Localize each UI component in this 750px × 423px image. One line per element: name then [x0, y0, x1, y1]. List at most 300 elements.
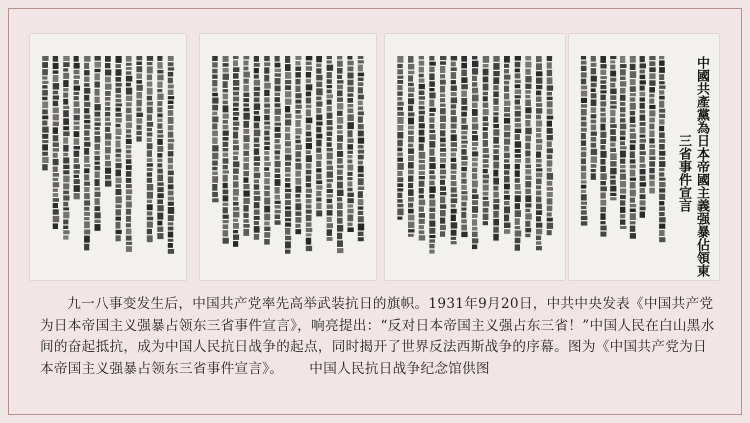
glyph-mark [74, 96, 79, 100]
glyph-mark [581, 133, 586, 139]
glyph-mark [147, 172, 152, 176]
glyph-mark [440, 210, 446, 216]
glyph-mark [126, 159, 131, 164]
glyph-mark [254, 130, 260, 137]
glyph-mark [327, 189, 333, 193]
glyph-mark [649, 138, 654, 143]
glyph-mark [659, 230, 665, 236]
glyph-mark [157, 205, 163, 211]
glyph-mark [157, 182, 163, 186]
glyph-mark [295, 93, 301, 98]
glyph-mark [461, 141, 467, 144]
glyph-mark [42, 140, 48, 143]
glyph-mark [408, 203, 413, 208]
glyph-mark [275, 210, 281, 213]
glyph-mark [95, 220, 101, 223]
glyph-mark [649, 145, 655, 148]
glyph-mark [347, 56, 352, 60]
glyph-mark [295, 211, 301, 216]
glyph-mark [504, 153, 510, 158]
glyph-mark [581, 86, 587, 90]
glyph-mark [157, 123, 162, 129]
glyph-mark [243, 171, 249, 176]
glyph-mark [126, 135, 131, 138]
glyph-mark [536, 159, 542, 163]
glyph-mark [525, 107, 531, 113]
glyph-mark [419, 181, 425, 187]
glyph-mark [504, 184, 510, 190]
glyph-mark [243, 163, 249, 170]
glyph-mark [536, 210, 542, 215]
glyph-mark [440, 170, 446, 175]
glyph-mark [136, 136, 141, 141]
glyph-mark [306, 189, 312, 193]
glyph-mark [591, 132, 597, 136]
glyph-mark [440, 116, 446, 123]
glyph-mark [397, 177, 403, 182]
glyph-mark [223, 224, 229, 229]
glyph-mark [243, 177, 248, 182]
glyph-mark [223, 89, 229, 92]
glyph-mark [493, 85, 498, 90]
glyph-mark [116, 149, 122, 153]
glyph-mark [168, 197, 174, 201]
glyph-mark [233, 175, 238, 180]
glyph-mark [600, 166, 605, 172]
glyph-mark [547, 109, 553, 115]
glyph-mark [640, 176, 646, 181]
glyph-mark [515, 149, 521, 153]
glyph-mark [295, 186, 301, 193]
page-text-columns [200, 34, 376, 280]
glyph-mark [581, 185, 586, 189]
glyph-mark [347, 160, 352, 164]
glyph-mark [451, 97, 457, 103]
glyph-mark [600, 117, 606, 122]
glyph-mark [504, 69, 509, 73]
glyph-mark [451, 198, 458, 203]
glyph-mark [640, 122, 646, 126]
glyph-mark [347, 80, 353, 86]
glyph-mark [243, 93, 249, 97]
glyph-mark [659, 144, 665, 150]
glyph-mark [461, 63, 467, 69]
glyph-mark [515, 191, 522, 194]
glyph-mark [429, 113, 434, 116]
glyph-mark [105, 63, 110, 68]
glyph-mark [264, 198, 270, 205]
glyph-mark [630, 159, 636, 163]
glyph-mark [168, 139, 174, 142]
glyph-mark [53, 209, 59, 214]
glyph-mark [168, 101, 174, 105]
glyph-mark [264, 109, 270, 114]
glyph-mark [95, 224, 101, 231]
glyph-mark [157, 119, 162, 123]
glyph-mark [306, 215, 312, 221]
glyph-mark [472, 124, 478, 130]
glyph-mark [42, 127, 49, 133]
glyph-mark [105, 91, 111, 96]
glyph-mark [600, 108, 605, 112]
glyph-mark [451, 241, 457, 244]
glyph-mark [419, 67, 424, 73]
glyph-mark [429, 170, 434, 174]
glyph-mark [168, 158, 173, 164]
glyph-mark [285, 183, 290, 188]
glyph-mark [74, 101, 80, 107]
glyph-mark [63, 207, 69, 210]
glyph-mark [233, 241, 238, 247]
glyph-mark [74, 164, 80, 169]
page-text-columns [385, 34, 565, 280]
glyph-mark [504, 146, 509, 152]
glyph-mark [264, 178, 270, 184]
glyph-mark [285, 200, 291, 205]
glyph-mark [53, 56, 58, 62]
glyph-mark [461, 208, 466, 211]
glyph-mark [408, 189, 414, 196]
glyph-mark [451, 163, 457, 169]
glyph-mark [212, 198, 218, 202]
glyph-mark [74, 70, 80, 74]
glyph-mark [42, 157, 48, 163]
glyph-mark [84, 193, 90, 199]
glyph-mark [275, 139, 280, 143]
glyph-mark [285, 228, 290, 235]
glyph-mark [295, 56, 301, 60]
glyph-mark [461, 131, 467, 135]
glyph-mark [630, 93, 636, 96]
text-column [620, 56, 627, 229]
glyph-mark [408, 64, 414, 70]
glyph-mark [525, 56, 531, 61]
glyph-mark [243, 67, 248, 71]
glyph-mark [337, 176, 343, 180]
glyph-mark [429, 88, 434, 91]
glyph-mark [483, 201, 489, 207]
glyph-mark [630, 151, 635, 158]
glyph-mark [53, 142, 59, 147]
glyph-mark [254, 191, 260, 195]
glyph-mark [659, 212, 665, 216]
glyph-mark [408, 197, 414, 202]
glyph-mark [461, 136, 467, 140]
glyph-mark [306, 138, 312, 142]
glyph-mark [429, 250, 434, 254]
glyph-mark [285, 155, 291, 161]
glyph-mark [63, 183, 69, 189]
glyph-mark [264, 206, 270, 213]
text-column [42, 56, 49, 170]
glyph-mark [397, 183, 403, 187]
glyph-mark [358, 106, 363, 110]
glyph-mark [600, 159, 605, 165]
glyph-mark [147, 107, 153, 114]
glyph-mark [581, 109, 587, 116]
glyph-mark [254, 144, 260, 147]
glyph-mark [547, 56, 552, 61]
glyph-mark [525, 195, 531, 202]
text-column [451, 56, 458, 244]
glyph-mark [347, 98, 353, 103]
glyph-mark [116, 178, 122, 184]
glyph-mark [451, 175, 456, 180]
glyph-mark [157, 233, 163, 239]
glyph-mark [536, 115, 541, 120]
glyph-mark [316, 68, 321, 73]
glyph-mark [515, 73, 521, 78]
glyph-mark [233, 140, 239, 144]
glyph-mark [547, 116, 554, 120]
glyph-mark [295, 163, 301, 170]
text-column [147, 56, 153, 242]
glyph-mark [327, 72, 332, 78]
glyph-mark [212, 172, 218, 176]
glyph-mark [504, 176, 510, 183]
glyph-mark [243, 79, 248, 84]
glyph-mark [347, 67, 353, 72]
glyph-mark [63, 137, 68, 143]
glyph-mark [600, 181, 606, 185]
glyph-mark [254, 80, 260, 86]
glyph-mark [42, 164, 48, 170]
glyph-mark [95, 144, 101, 150]
glyph-mark [347, 93, 353, 96]
glyph-mark [233, 87, 239, 90]
glyph-mark [515, 69, 520, 73]
glyph-mark [275, 56, 280, 62]
glyph-mark [451, 158, 457, 162]
glyph-mark [337, 75, 342, 79]
glyph-mark [223, 68, 229, 73]
glyph-mark [358, 82, 364, 86]
text-column [358, 56, 364, 241]
glyph-mark [640, 212, 645, 218]
glyph-mark [254, 56, 259, 62]
glyph-mark [233, 73, 239, 79]
glyph-mark [547, 121, 552, 127]
glyph-mark [147, 150, 152, 157]
glyph-mark [168, 249, 174, 254]
glyph-mark [659, 74, 664, 80]
glyph-mark [95, 212, 101, 218]
glyph-mark [254, 234, 259, 240]
glyph-mark [429, 108, 436, 112]
glyph-mark [620, 88, 626, 94]
glyph-mark [630, 111, 635, 115]
glyph-mark [408, 183, 413, 188]
glyph-mark [483, 92, 488, 95]
glyph-mark [649, 73, 655, 79]
glyph-mark [429, 141, 435, 148]
glyph-mark [419, 213, 425, 218]
glyph-mark [63, 153, 68, 156]
glyph-mark [126, 129, 131, 133]
glyph-mark [212, 176, 218, 183]
glyph-mark [316, 203, 321, 209]
glyph-mark [147, 184, 153, 191]
glyph-mark [397, 153, 403, 157]
glyph-mark [116, 204, 122, 208]
glyph-mark [316, 140, 321, 147]
glyph-mark [337, 182, 343, 189]
glyph-mark [316, 127, 321, 133]
glyph-mark [451, 86, 457, 91]
glyph-mark [147, 217, 153, 221]
glyph-mark [429, 157, 435, 162]
glyph-mark [640, 56, 645, 62]
glyph-mark [659, 56, 664, 59]
glyph-mark [42, 90, 48, 96]
glyph-mark [95, 118, 101, 121]
glyph-mark [168, 85, 174, 89]
glyph-mark [233, 132, 238, 139]
glyph-mark [264, 146, 270, 150]
glyph-mark [157, 89, 162, 92]
glyph-mark [515, 123, 521, 127]
glyph-mark [233, 103, 239, 107]
glyph-mark [461, 145, 467, 148]
glyph-mark [147, 143, 153, 149]
glyph-mark [285, 114, 291, 119]
glyph-mark [116, 94, 122, 97]
glyph-mark [640, 139, 646, 143]
glyph-mark [600, 213, 605, 220]
glyph-mark [600, 124, 605, 131]
glyph-mark [157, 70, 163, 74]
glyph-mark [168, 96, 174, 99]
glyph-mark [493, 186, 498, 191]
glyph-mark [136, 125, 141, 130]
glyph-mark [337, 80, 344, 83]
glyph-mark [504, 107, 510, 112]
glyph-mark [581, 158, 586, 164]
glyph-mark [358, 237, 364, 241]
glyph-mark [581, 117, 586, 121]
glyph-mark [461, 225, 467, 231]
glyph-mark [53, 83, 59, 89]
glyph-mark [95, 69, 101, 72]
document-page-3 [385, 34, 565, 280]
glyph-mark [419, 116, 425, 122]
glyph-mark [53, 135, 59, 141]
document-page-4-title [569, 34, 719, 280]
glyph-mark [136, 131, 141, 135]
glyph-mark [419, 176, 425, 179]
glyph-mark [53, 91, 58, 95]
glyph-mark [493, 56, 499, 62]
glyph-mark [620, 64, 627, 68]
glyph-mark [581, 66, 587, 71]
glyph-mark [504, 201, 510, 205]
glyph-mark [168, 165, 173, 170]
glyph-mark [295, 67, 301, 71]
glyph-mark [630, 56, 636, 63]
glyph-mark [515, 106, 521, 110]
glyph-mark [461, 106, 467, 111]
glyph-mark [515, 134, 520, 140]
glyph-mark [610, 95, 616, 100]
glyph-mark [243, 113, 249, 120]
glyph-mark [419, 144, 424, 151]
glyph-mark [581, 152, 586, 158]
glyph-mark [493, 129, 499, 135]
glyph-mark [451, 80, 456, 84]
glyph-mark [264, 122, 270, 125]
glyph-mark [84, 156, 89, 163]
glyph-mark [547, 97, 553, 100]
glyph-mark [316, 108, 321, 113]
glyph-mark [483, 96, 488, 101]
glyph-mark [116, 154, 121, 158]
glyph-mark [63, 165, 69, 169]
glyph-mark [95, 136, 101, 143]
glyph-mark [126, 88, 132, 95]
glyph-mark [84, 108, 89, 113]
glyph-mark [649, 110, 655, 116]
glyph-mark [327, 106, 332, 111]
glyph-mark [53, 96, 59, 100]
glyph-mark [483, 221, 488, 225]
glyph-mark [212, 105, 218, 111]
glyph-mark [126, 114, 132, 121]
glyph-mark [337, 68, 343, 74]
glyph-mark [591, 93, 597, 98]
glyph-mark [275, 179, 281, 186]
glyph-mark [157, 213, 163, 220]
glyph-mark [483, 197, 489, 200]
glyph-mark [168, 222, 174, 225]
text-column [285, 56, 291, 254]
glyph-mark [659, 178, 665, 181]
glyph-mark [472, 109, 478, 116]
glyph-mark [591, 76, 597, 82]
glyph-mark [295, 79, 300, 85]
text-column [316, 56, 322, 216]
glyph-mark [610, 129, 616, 135]
glyph-mark [316, 88, 322, 95]
glyph-mark [337, 103, 343, 109]
glyph-mark [358, 150, 364, 154]
glyph-mark [440, 98, 445, 102]
glyph-mark [640, 92, 646, 96]
glyph-mark [659, 114, 665, 118]
glyph-mark [659, 119, 664, 124]
glyph-mark [525, 136, 531, 142]
glyph-mark [440, 176, 446, 179]
glyph-mark [515, 226, 521, 229]
glyph-mark [53, 182, 60, 187]
glyph-mark [536, 164, 542, 167]
text-column [591, 56, 597, 180]
glyph-mark [358, 155, 364, 160]
glyph-mark [515, 118, 521, 122]
glyph-mark [483, 164, 489, 168]
glyph-mark [168, 143, 174, 150]
glyph-mark [254, 184, 259, 189]
glyph-mark [136, 66, 142, 72]
glyph-mark [408, 75, 413, 81]
glyph-mark [429, 244, 434, 248]
glyph-mark [327, 210, 333, 216]
glyph-mark [536, 139, 542, 143]
glyph-mark [233, 97, 239, 102]
glyph-mark [515, 56, 521, 61]
glyph-mark [429, 73, 434, 80]
glyph-mark [157, 187, 163, 192]
glyph-mark [600, 56, 606, 63]
